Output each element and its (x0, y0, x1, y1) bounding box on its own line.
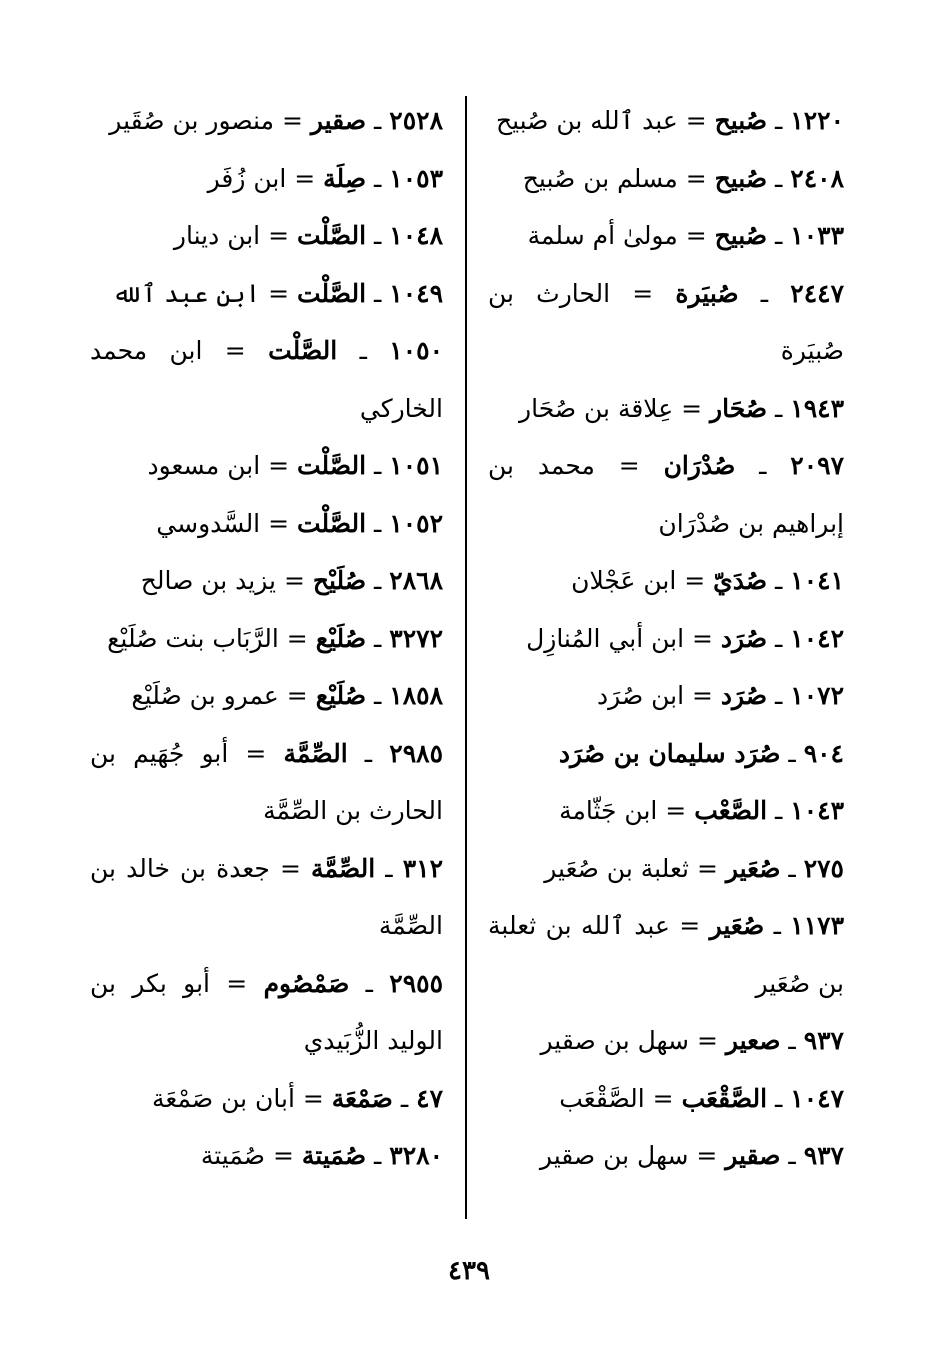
entry-reference: الحارث بن صُبيَرة (488, 278, 844, 365)
index-entry: ١٠٤١ ـ صُدَيّ = ابن عَجْلان (571, 566, 844, 595)
entry-reference: الرَّبَاب بنت صُلَيْع (107, 623, 279, 653)
index-entry: ٢٧٥ ـ صُعَير = ثعلبة بن صُعَير (544, 853, 844, 883)
entry-number: ٣١٢ (402, 853, 444, 883)
index-entry: ٤٧ ـ صَمْعَة = أبان بن صَمْعَة (152, 1083, 443, 1113)
entry-reference: مسلم بن صُبيح (522, 163, 678, 193)
entry-number: ٢٩٨٥ (389, 738, 444, 768)
entry-reference: ابن دينار (173, 221, 261, 250)
entry-headword: صُدَيّ (713, 566, 768, 595)
index-entry: ١٠٤٣ ـ الصَّعْب = ابن جَثّامة (559, 796, 844, 825)
entry-number: ٣٢٨٠ (389, 1141, 443, 1170)
entry-number: ١٠٤٣ (790, 796, 844, 825)
page-number: ٤٣٩ (448, 1256, 490, 1286)
entry-number: ٩٣٧ (803, 1026, 844, 1055)
index-entry: ١٠٤٢ ـ صُرَد = ابن أبي المُنازِل (526, 623, 844, 653)
entry-headword: الصَّلْت (296, 221, 367, 250)
entry-headword: صُلَيْح (312, 566, 367, 595)
entry-reference: ابن أبي المُنازِل (526, 623, 685, 653)
column-divider (465, 96, 467, 1219)
entry-number: ٢٧٥ (803, 853, 844, 883)
entry-reference: ابن محمد الخاركي (90, 336, 443, 423)
entry-number: ١١٧٣ (790, 911, 845, 940)
index-entry: ١٠٤٩ ـ الصَّلْت = ابن عبد ٱلله (112, 278, 443, 308)
index-entry: ٩٣٧ ـ صقير = سهل بن صقير (539, 1141, 844, 1170)
entry-headword: صُرَد (720, 623, 768, 653)
entry-reference: عمرو بن صُلَيْع (131, 681, 279, 710)
entry-reference: عبد ٱلله بن ثعلبة بن صُعَير (488, 911, 844, 998)
entry-number: ١٠٤٩ (389, 278, 443, 308)
entry-headword: صُبيح (714, 106, 768, 135)
entry-reference: يزيد بن صالح (140, 566, 277, 595)
entry-number: ١٠٧٢ (790, 681, 844, 710)
entry-headword: صِلَة (323, 163, 367, 193)
entry-number: ٢٤٠٨ (790, 163, 844, 193)
index-entry: ٢٠٩٧ ـ صُدْرَان = محمد بن إبراهيم بن صُدْرَان (488, 451, 845, 538)
index-entry: ١٠٥٢ ـ الصَّلْت = السَّدوسي (156, 508, 443, 538)
entry-number: ١٨٥٨ (389, 681, 443, 710)
index-entry: ٢٩٥٥ ـ صَمْصُوم = أبو بكر بن الوليد الزُّبَيدي (90, 968, 444, 1055)
entry-number: ٩٠٤ (803, 738, 844, 768)
entry-reference: صُمَيتة (200, 1141, 266, 1170)
entry-headword: صَمْصُوم (263, 968, 350, 998)
entry-reference: ابن جَثّامة (559, 796, 658, 825)
entry-number: ١٠٤٢ (790, 623, 844, 653)
entry-number: ٢٠٩٧ (790, 451, 845, 480)
entry-headword: صُرَد سليمان بن صُرَد (558, 738, 781, 768)
entry-headword: صقير (725, 1141, 781, 1170)
index-entry: ١٠٥٠ ـ الصَّلْت = ابن محمد الخاركي (90, 336, 443, 423)
index-entry: ١٠٧٢ ـ صُرَد = ابن صُرَد (597, 681, 844, 710)
entry-reference: سهل بن صقير (539, 1141, 689, 1170)
index-entry: ١٠٣٣ ـ صُبيح = مولىٰ أم سلمة (527, 221, 844, 250)
entry-number: ١٠٤٨ (389, 221, 443, 250)
entry-reference: سهل بن صقير (540, 1026, 689, 1055)
entry-headword: الصَّلْت (296, 278, 367, 308)
entry-reference: جعدة بن خالد بن الصِّمَّة (90, 853, 443, 940)
entry-headword: الصَّعْب (694, 796, 768, 825)
index-entry: ١٠٥٣ ـ صِلَة = ابن زُفَر (207, 163, 443, 193)
entry-reference: أبو بكر بن الوليد الزُّبَيدي (90, 968, 443, 1055)
entry-headword: الصِّمَّة (283, 738, 348, 768)
entry-headword: الصَّلْت (296, 451, 367, 480)
entry-reference: الصَّقْعَب (559, 1083, 645, 1113)
index-entry: ٣٢٧٢ ـ صُلَيْع = الرَّبَاب بنت صُلَيْع (107, 623, 443, 653)
entry-reference: السَّدوسي (156, 508, 261, 538)
entry-number: ٢٤٤٧ (790, 278, 844, 308)
entry-reference: ابن مسعود (147, 451, 261, 480)
entry-reference: منصور بن صُقَير (109, 106, 274, 135)
index-entry: ٢٥٢٨ ـ صقير = منصور بن صُقَير (109, 106, 443, 135)
entry-headword: الصِّمَّة (311, 853, 376, 883)
index-entry: ٢٤٤٧ ـ صُبيَرة = الحارث بن صُبيَرة (488, 278, 844, 365)
entry-reference: مولىٰ أم سلمة (527, 221, 678, 250)
index-entry: ١٠٤٧ ـ الصَّقْعَب = الصَّقْعَب (559, 1083, 844, 1113)
index-entry: ١٨٥٨ ـ صُلَيْع = عمرو بن صُلَيْع (131, 681, 443, 710)
entry-number: ٢٨٦٨ (389, 566, 443, 595)
entry-reference: أبان بن صَمْعَة (152, 1083, 295, 1113)
index-entry: ٢٨٦٨ ـ صُلَيْح = يزيد بن صالح (140, 566, 443, 595)
index-entry: ٢٤٠٨ ـ صُبيح = مسلم بن صُبيح (522, 163, 844, 193)
entry-headword: صُلَيْع (315, 681, 367, 710)
entry-headword: الصَّلْت (296, 508, 367, 538)
entry-number: ١٢٢٠ (790, 106, 844, 135)
index-entry: ٢٩٨٥ ـ الصِّمَّة = أبو جُهَيم بن الحارث بن الصِّمَّة (90, 738, 444, 825)
entry-reference: عِلاقة بن صُحَار (519, 393, 674, 423)
index-entry: ١٠٥١ ـ الصَّلْت = ابن مسعود (147, 451, 443, 480)
entry-number: ١٠٥١ (389, 451, 443, 480)
index-entry: ١٢٢٠ ـ صُبيح = عبد ٱلله بن صُبيح (495, 106, 844, 135)
entry-headword: صقير (310, 106, 367, 135)
entry-reference: ابن صُرَد (597, 681, 685, 710)
entry-reference: عبد ٱلله بن صُبيح (495, 106, 678, 135)
entry-headword: صُحَار (710, 393, 768, 423)
entry-headword: صُبيَرة (675, 278, 739, 308)
entry-number: ١٩٤٣ (790, 393, 844, 423)
entry-headword: صُدْرَان (663, 451, 736, 480)
entry-reference: ابن زُفَر (207, 163, 287, 193)
right-index-column (488, 92, 844, 1185)
entry-number: ١٠٣٣ (790, 221, 844, 250)
entry-headword: صعير (725, 1026, 781, 1055)
entry-number: ٢٩٥٥ (389, 968, 444, 998)
entry-number: ٩٣٧ (803, 1141, 844, 1170)
entry-headword: صُمَيتة (301, 1141, 367, 1170)
entry-headword: الصَّلْت (268, 336, 338, 365)
index-entry: ١١٧٣ ـ صُعَير = عبد ٱلله بن ثعلبة بن صُعَير (488, 911, 845, 998)
entry-headword: صُرَد (720, 681, 768, 710)
entry-headword: صُبيح (714, 163, 768, 193)
entry-number: ١٠٥٣ (389, 163, 443, 193)
entry-headword: صُلَيْع (315, 623, 367, 653)
entry-number: ١٠٤١ (790, 566, 844, 595)
entry-headword: صُعَير (725, 853, 781, 883)
entry-number: ٤٧ (416, 1083, 443, 1113)
entry-number: ٣٢٧٢ (389, 623, 443, 653)
index-entry: ٩٣٧ ـ صعير = سهل بن صقير (540, 1026, 844, 1055)
entry-reference: ابن عَجْلان (571, 566, 677, 595)
entry-headword: صَمْعَة (331, 1083, 393, 1113)
entry-number: ١٠٥٠ (389, 336, 443, 365)
entry-number: ١٠٤٧ (790, 1083, 844, 1113)
entry-number: ١٠٥٢ (389, 508, 443, 538)
entry-headword: الصَّقْعَب (681, 1083, 768, 1113)
left-index-column (90, 92, 443, 1185)
entry-reference: ابن عبد ٱلله (112, 278, 261, 308)
index-entry: ٣١٢ ـ الصِّمَّة = جعدة بن خالد بن الصِّمَّة (90, 853, 444, 940)
index-entry: ١٠٤٨ ـ الصَّلْت = ابن دينار (173, 221, 443, 250)
entry-headword: صُبيح (714, 221, 768, 250)
index-entry: ٣٢٨٠ ـ صُمَيتة = صُمَيتة (200, 1141, 443, 1170)
entry-reference: محمد بن إبراهيم بن صُدْرَان (488, 451, 844, 538)
entry-headword: صُعَير (709, 911, 765, 940)
entry-reference: أبو جُهَيم بن الحارث بن الصِّمَّة (90, 738, 443, 825)
entry-reference: ثعلبة بن صُعَير (544, 853, 689, 883)
index-entry: ١٩٤٣ ـ صُحَار = عِلاقة بن صُحَار (519, 393, 844, 423)
index-entry: ٩٠٤ ـ صُرَد سليمان بن صُرَد (558, 738, 844, 768)
entry-number: ٢٥٢٨ (389, 106, 443, 135)
